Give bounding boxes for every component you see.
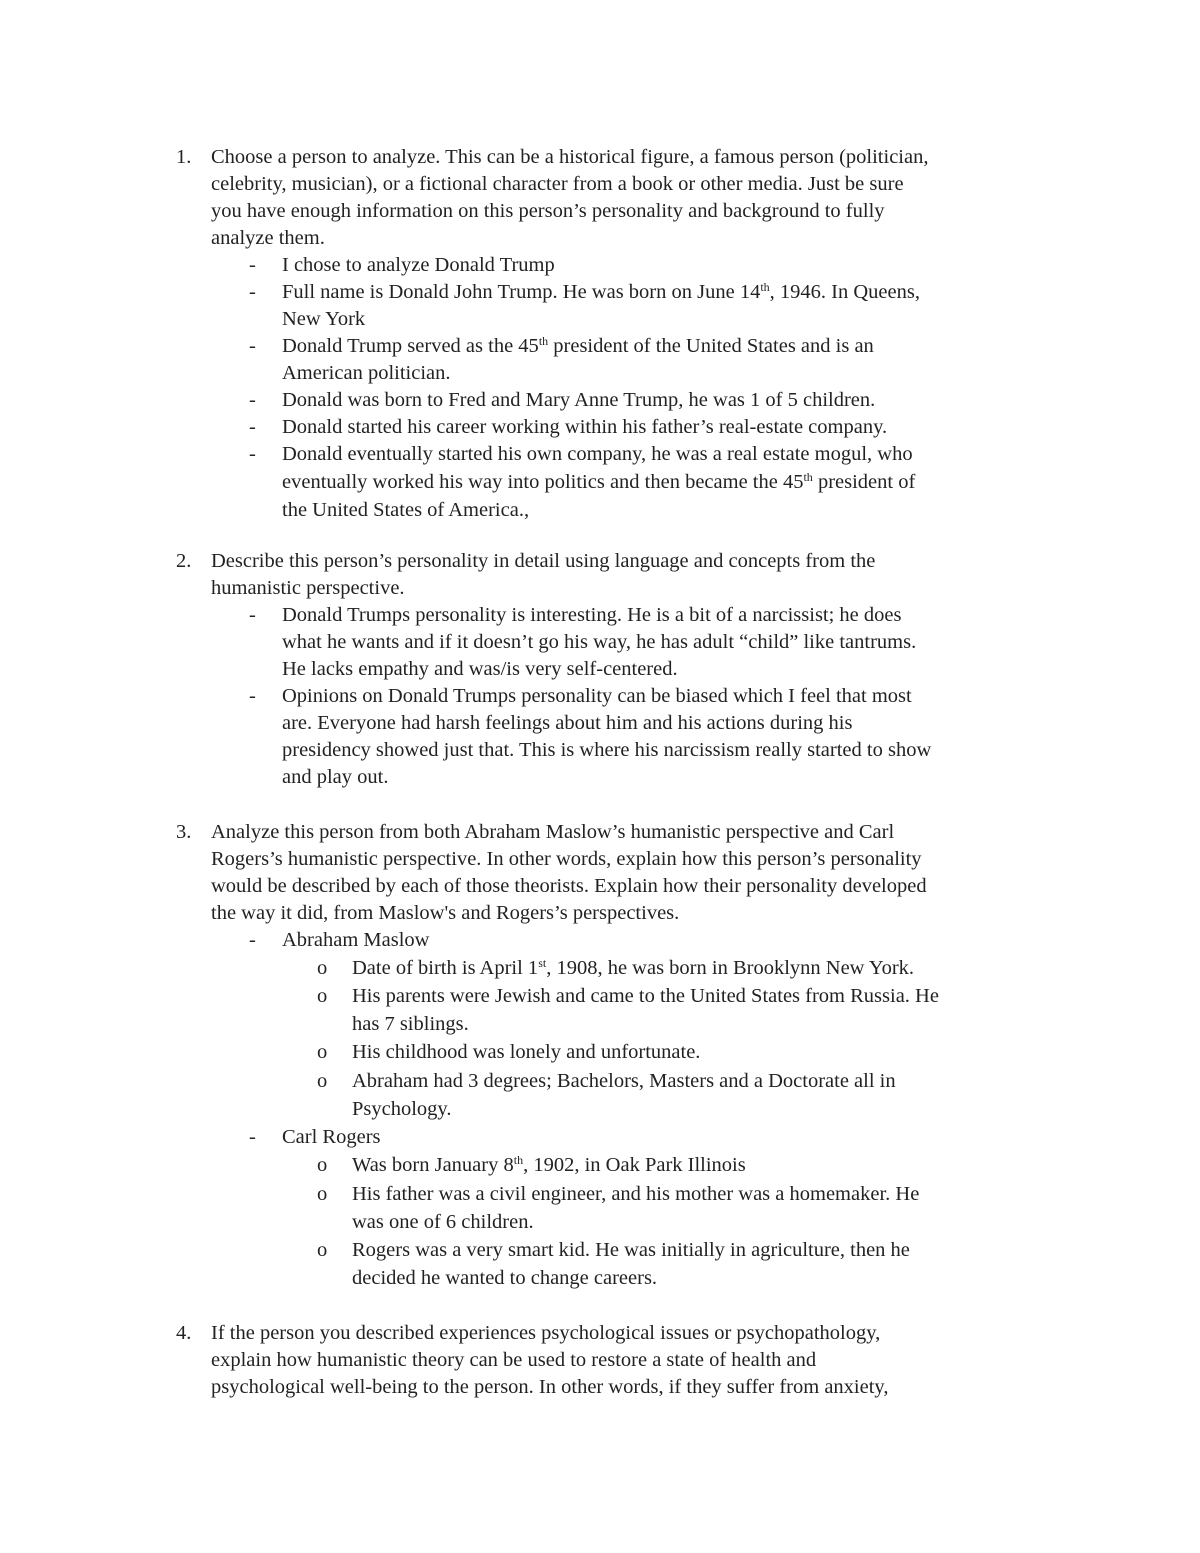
sub-bullet-text: Abraham had 3 degrees; Bachelors, Masters and a Doctorate all in xyxy=(352,1070,896,1092)
bullet-text: Donald was born to Fred and Mary Anne Trump, he was 1 of 5 children. xyxy=(282,389,876,411)
question-number: 3. xyxy=(176,821,192,843)
bullet-text-part: Date of birth is April 1 xyxy=(352,957,539,979)
bullet-text: Carl Rogers xyxy=(282,1126,381,1148)
bullet-text: Donald Trumps personality is interesting. He is a bit of a narcissist; he does xyxy=(282,604,902,626)
dash-bullet: - xyxy=(249,1126,256,1148)
dash-bullet: - xyxy=(249,929,256,951)
dash-bullet: - xyxy=(249,254,256,276)
prompt-line: explain how humanistic theory can be used to restore a state of health and xyxy=(211,1349,817,1371)
bullet-text-part: Donald Trump served as the 45 xyxy=(282,335,539,357)
bullet-text-part: , 1908, he was born in Brooklynn New York. xyxy=(546,957,915,979)
prompt-line: psychological well-being to the person. In other words, if they suffer from anxiety, xyxy=(211,1376,889,1398)
bullet-text: Abraham Maslow xyxy=(282,929,430,951)
bullet-text: Donald eventually started his own company, he was a real estate mogul, who xyxy=(282,443,913,465)
bullet-text: Opinions on Donald Trumps personality can be biased which I feel that most xyxy=(282,685,912,707)
prompt-line: you have enough information on this person’s personality and background to fully xyxy=(211,200,885,222)
dash-bullet: - xyxy=(249,335,256,357)
prompt-line: celebrity, musician), or a fictional character from a book or other media. Just be sure xyxy=(211,173,904,195)
bullet-text: what he wants and if it doesn’t go his way, he has adult “child” like tantrums. xyxy=(282,631,917,653)
superscript: th xyxy=(803,470,813,484)
superscript: th xyxy=(760,280,770,294)
sub-bullet-text: decided he wanted to change careers. xyxy=(352,1267,658,1289)
dash-bullet: - xyxy=(249,685,256,707)
bullet-text xyxy=(282,469,915,496)
dash-bullet: - xyxy=(249,281,256,303)
dash-bullet: - xyxy=(249,604,256,626)
prompt-line: If the person you described experiences psychological issues or psychopathology, xyxy=(211,1322,881,1344)
circle-bullet: o xyxy=(317,1041,328,1063)
bullet-text: Donald started his career working within his father’s real-estate company. xyxy=(282,416,888,438)
question-number: 4. xyxy=(176,1322,192,1344)
sub-bullet-text xyxy=(352,955,914,982)
bullet-text: I chose to analyze Donald Trump xyxy=(282,254,555,276)
prompt-line: Rogers’s humanistic perspective. In other words, explain how this person’s personality xyxy=(211,848,922,870)
bullet-text-part: president of xyxy=(812,471,916,493)
circle-bullet: o xyxy=(317,1183,328,1205)
bullet-text-part: , 1902, in Oak Park Illinois xyxy=(523,1154,746,1176)
circle-bullet: o xyxy=(317,985,328,1007)
sub-bullet-text: His father was a civil engineer, and his mother was a homemaker. He xyxy=(352,1183,920,1205)
bullet-text xyxy=(282,279,920,306)
question-number: 2. xyxy=(176,550,192,572)
sub-bullet-text: Psychology. xyxy=(352,1098,452,1120)
bullet-text: American politician. xyxy=(282,362,451,384)
sub-bullet-text: His childhood was lonely and unfortunate. xyxy=(352,1041,701,1063)
prompt-line: would be described by each of those theorists. Explain how their personality developed xyxy=(211,875,927,897)
bullet-text: the United States of America., xyxy=(282,499,530,521)
sub-bullet-text: has 7 siblings. xyxy=(352,1013,469,1035)
bullet-text: are. Everyone had harsh feelings about him and his actions during his xyxy=(282,712,853,734)
circle-bullet: o xyxy=(317,1239,328,1261)
dash-bullet: - xyxy=(249,416,256,438)
superscript: th xyxy=(513,1153,524,1167)
prompt-line: the way it did, from Maslow's and Rogers’s perspectives. xyxy=(211,902,680,924)
bullet-text-part: , 1946. In Queens, xyxy=(769,281,920,303)
prompt-line: Choose a person to analyze. This can be a historical figure, a famous person (politician, xyxy=(211,146,929,168)
prompt-line: Describe this person’s personality in detail using language and concepts from the xyxy=(211,550,876,572)
sub-bullet-text: was one of 6 children. xyxy=(352,1211,534,1233)
prompt-line: Analyze this person from both Abraham Maslow’s humanistic perspective and Carl xyxy=(211,821,895,843)
superscript: th xyxy=(538,334,549,348)
bullet-text xyxy=(282,333,874,360)
bullet-text-part: Was born January 8 xyxy=(352,1154,514,1176)
bullet-text: He lacks empathy and was/is very self-centered. xyxy=(282,658,678,680)
sub-bullet-text xyxy=(352,1152,746,1179)
superscript: st xyxy=(538,956,547,970)
circle-bullet: o xyxy=(317,957,328,979)
dash-bullet: - xyxy=(249,443,256,465)
bullet-text: presidency showed just that. This is where his narcissism really started to show xyxy=(282,739,932,761)
prompt-line: analyze them. xyxy=(211,227,325,249)
question-number: 1. xyxy=(176,146,192,168)
bullet-text-part: eventually worked his way into politics and then became the 45 xyxy=(282,471,804,493)
bullet-text-part: president of the United States and is an xyxy=(548,335,874,357)
bullet-text: and play out. xyxy=(282,766,389,788)
bullet-text-part: Full name is Donald John Trump. He was born on June 14 xyxy=(282,281,761,303)
dash-bullet: - xyxy=(249,389,256,411)
sub-bullet-text: His parents were Jewish and came to the United States from Russia. He xyxy=(352,985,939,1007)
circle-bullet: o xyxy=(317,1154,328,1176)
prompt-line: humanistic perspective. xyxy=(211,577,405,599)
sub-bullet-text: Rogers was a very smart kid. He was initially in agriculture, then he xyxy=(352,1239,910,1261)
bullet-text: New York xyxy=(282,308,366,330)
circle-bullet: o xyxy=(317,1070,328,1092)
